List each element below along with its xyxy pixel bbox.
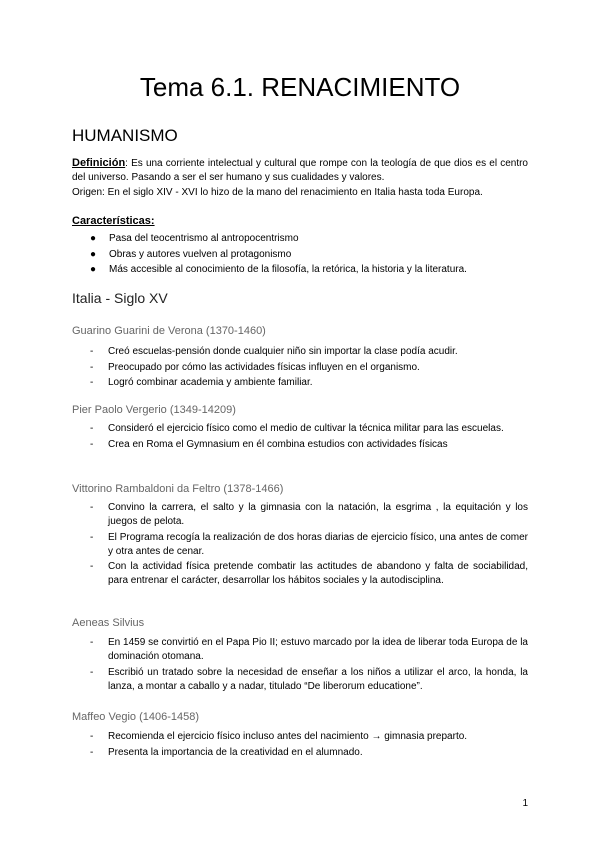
list-item: - Presenta la importancia de la creatividad en el alumnado.	[90, 746, 363, 758]
list-item: - Convino la carrera, el salto y la gimnasia con la natación, la esgrima , la equitación y los juegos de pelota.	[90, 502, 528, 527]
list-item: - Escribió un tratado sobre la necesidad de enseñar a los niños a utilizar el arco, la honda, la lanza, a montar a caballo y a nadar, titulado “De liberorum educatione”.	[90, 666, 528, 692]
list-item: - Consideró el ejercicio físico como el medio de cultivar la técnica militar para las escuelas.	[90, 423, 504, 434]
origin-paragraph: Origen: En el siglo XIV - XVI lo hizo de la mano del renacimiento en Italia hasta toda Europa.	[72, 187, 483, 198]
list-item: - En 1459 se convirtió en el Papa Pio II; estuvo marcado por la idea de liberar toda Europa de la dominación otomana.	[90, 637, 528, 662]
page-title: Tema 6.1. RENACIMIENTO	[139, 72, 461, 102]
characteristics-label-line	[72, 215, 528, 229]
section-heading-italia: Italia - Siglo XV	[72, 290, 168, 306]
dash-icon: -	[90, 346, 94, 357]
dash-icon: -	[90, 423, 94, 434]
vittorino-list	[72, 501, 528, 590]
pier-list	[72, 422, 528, 453]
definition-label: Definición	[72, 157, 126, 169]
list-item: - El Programa recogía la realización de dos horas diarias de ejercicio físico, una antes de comer y otra antes de cenar.	[90, 531, 528, 557]
bullet-icon: ●	[90, 233, 97, 244]
dash-icon: -	[90, 502, 94, 513]
person-heading-guarino: Guarino Guarini de Verona (1370-1460)	[72, 325, 266, 337]
person-heading-maffeo: Maffeo Vegio (1406-1458)	[72, 711, 199, 723]
dash-icon: -	[90, 531, 94, 543]
dash-icon: -	[90, 666, 94, 678]
list-item: - Recomienda el ejercicio físico incluso antes del nacimiento → gimnasia preparto.	[90, 731, 468, 742]
list-item: - Preocupado por cómo las actividades físicas influyen en el organismo.	[90, 361, 420, 373]
list-item: ● Obras y autores vuelven al protagonismo	[90, 248, 292, 260]
list-item: - Con la actividad física pretende combatir las actitudes de abandono y falta de sociabilidad, para entrenar el carácter, desarrollar los hábitos sociales y la autodisciplina.	[90, 561, 528, 586]
list-item: - Creó escuelas-pensión donde cualquier niño sin importar la clase podía acudir.	[90, 346, 458, 357]
characteristics-label: Características:	[72, 215, 155, 227]
definition-text: : Es una corriente intelectual y cultural que rompe con la teología de que dios es el centro del universo. Pasando a ser el ser humano y sus cualidades y valores.	[72, 158, 528, 183]
section-heading-humanismo: HUMANISMO	[72, 126, 178, 145]
dash-icon: -	[90, 361, 94, 373]
page-number: 1	[522, 798, 528, 809]
definition-paragraph	[72, 157, 528, 184]
dash-icon: -	[90, 377, 94, 388]
aeneas-list	[72, 636, 528, 695]
list-item: - Crea en Roma el Gymnasium en él combina estudios con actividades físicas	[90, 438, 448, 450]
person-heading-pier: Pier Paolo Vergerio (1349-14209)	[72, 404, 236, 416]
person-heading-vittorino: Vittorino Rambaldoni da Feltro (1378-1466)	[72, 483, 284, 495]
list-item: ● Más accesible al conocimiento de la filosofía, la retórica, la historia y la literatura.	[90, 264, 467, 275]
list-item: - Logró combinar academia y ambiente familiar.	[90, 377, 313, 388]
dash-icon: -	[90, 746, 94, 758]
person-heading-aeneas: Aeneas Silvius	[72, 617, 145, 629]
dash-icon: -	[90, 438, 94, 450]
list-item: ● Pasa del teocentrismo al antropocentrismo	[90, 233, 299, 244]
bullet-icon: ●	[90, 248, 97, 260]
maffeo-list	[72, 730, 528, 761]
dash-icon: -	[90, 637, 94, 648]
bullet-icon: ●	[90, 264, 97, 275]
characteristics-list	[72, 232, 528, 279]
guarino-list	[72, 345, 528, 392]
dash-icon: -	[90, 731, 94, 742]
dash-icon: -	[90, 561, 94, 572]
